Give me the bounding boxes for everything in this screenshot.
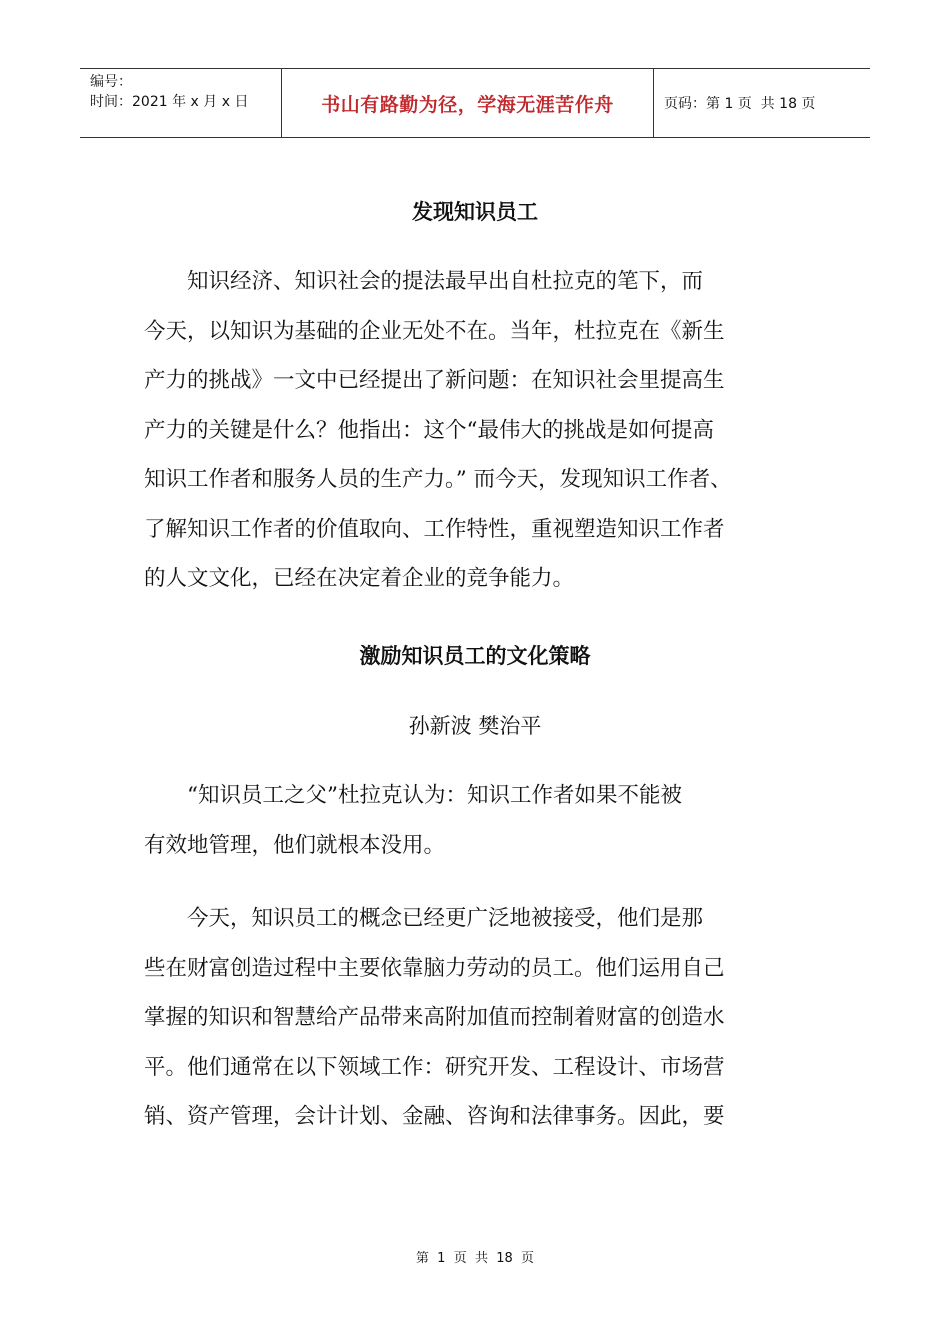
paragraph-knowledge-workers <box>144 894 824 1142</box>
paragraph-line: 知识工作者和服务人员的生产力。” 而今天，发现知识工作者、 <box>144 467 732 492</box>
page-footer: 第 1 页 共 18 页 <box>415 1251 535 1266</box>
paragraph-line: 销、资产管理，会计计划、金融、咨询和法律事务。因此，要 <box>144 1104 725 1129</box>
author-line: 孙新波 樊治平 <box>408 714 542 738</box>
paragraph-line: 些在财富创造过程中主要依靠脑力劳动的员工。他们运用自己 <box>144 955 725 981</box>
section-title-discover: 发现知识员工 <box>412 200 538 224</box>
paragraph-line: 知识经济、知识社会的提法最早出自杜拉克的笔下，而 <box>144 269 704 294</box>
paragraph-line: 平。他们通常在以下领域工作：研究开发、工程设计、市场营 <box>144 1054 725 1080</box>
motto-text: 书山有路勤为径，学海无涯苦作舟 <box>321 93 614 116</box>
paragraph-line: 有效地管理，他们就根本没用。 <box>144 832 446 858</box>
document-header <box>80 68 870 138</box>
header-motto-cell <box>282 69 654 137</box>
paragraph-line: 今天，以知识为基础的企业无处不在。当年，杜拉克在《新生 <box>144 318 725 344</box>
header-meta-cell <box>80 69 282 137</box>
paragraph-line: 了解知识工作者的价值取向、工作特性，重视塑造知识工作者 <box>144 516 725 542</box>
paragraph-line: 今天，知识员工的概念已经更广泛地被接受，他们是那 <box>144 906 704 931</box>
serial-number-label: 编号： <box>90 74 132 90</box>
header-page-cell <box>654 69 870 137</box>
date-label: 时间：2021 年 x 月 x 日 <box>90 94 249 110</box>
paragraph-line: 产力的挑战》一文中已经提出了新问题：在知识社会里提高生 <box>144 368 725 393</box>
paragraph-discover <box>144 257 824 604</box>
page-info-text: 页码：第 1 页 共 18 页 <box>664 96 816 112</box>
paragraph-line: “知识员工之父”杜拉克认为：知识工作者如果不能被 <box>144 783 682 808</box>
section-title-strategy: 激励知识员工的文化策略 <box>359 644 591 668</box>
paragraph-line: 的人文文化，已经在决定着企业的竞争能力。 <box>144 566 575 591</box>
paragraph-line: 掌握的知识和智慧给产品带来高附加值而控制着财富的创造水 <box>144 1005 725 1030</box>
paragraph-line: 产力的关键是什么？他指出：这个“最伟大的挑战是如何提高 <box>144 417 714 443</box>
paragraph-drucker-quote <box>144 771 824 870</box>
